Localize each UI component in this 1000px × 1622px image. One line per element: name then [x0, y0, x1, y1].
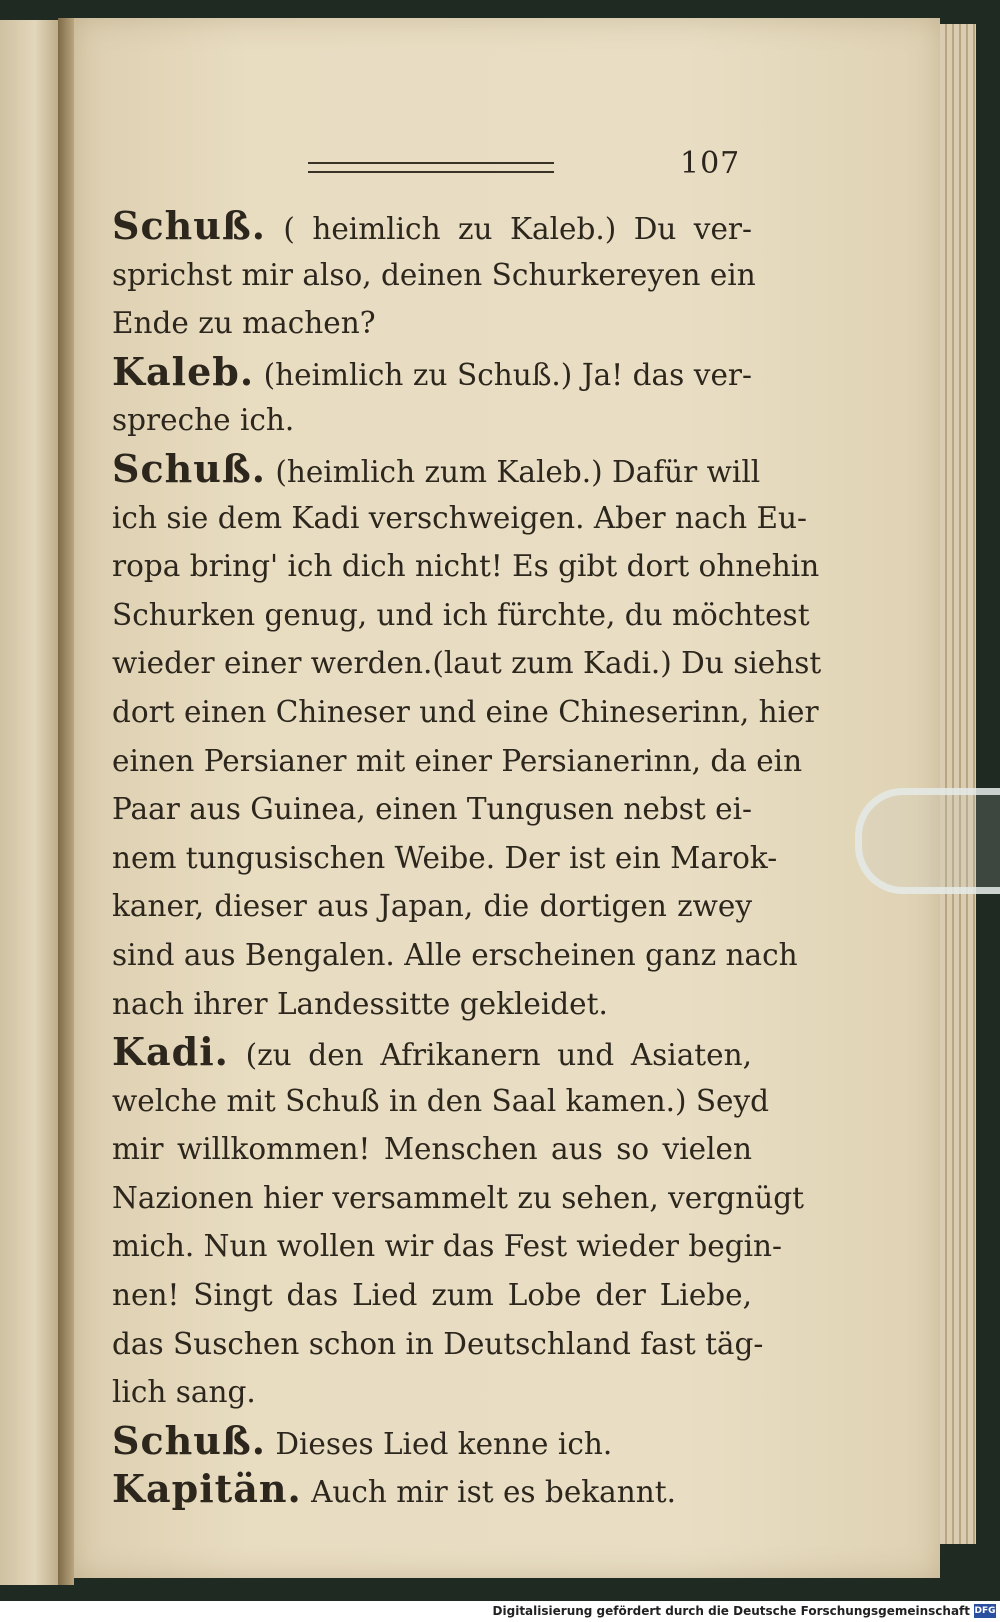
text-line [112, 1125, 752, 1174]
facing-page [0, 20, 60, 1585]
page-text [112, 202, 822, 1514]
text-line [112, 882, 752, 931]
line-text: nach ihrer Landessitte gekleidet. [112, 986, 608, 1021]
line-text: (heimlich zu Schuß.) Ja! das ver- [254, 357, 752, 392]
speaker-name: Kaleb. [112, 348, 255, 394]
text-line [112, 834, 778, 883]
line-text: wieder einer werden.(laut zum Kadi.) Du siehst [112, 646, 822, 681]
text-line [112, 591, 810, 640]
text-line [112, 785, 752, 834]
text-line [112, 1465, 752, 1514]
text-line [112, 299, 752, 348]
speaker-name: Kapitän. [112, 1466, 302, 1512]
text-line [112, 688, 819, 737]
speaker-name: Schuß. [112, 445, 266, 491]
text-line [112, 980, 752, 1029]
line-text: ich sie dem Kadi verschweigen. Aber nach Eu- [112, 500, 807, 535]
line-text: (heimlich zum Kaleb.) Dafür will [265, 454, 761, 489]
page-number: 107 [680, 146, 741, 181]
text-line [112, 931, 798, 980]
line-text: sprichst mir also, deinen Schurkereyen ein [112, 257, 756, 292]
text-line [112, 494, 807, 543]
line-text: sind aus Bengalen. Alle erscheinen ganz nach [112, 937, 798, 972]
text-line [112, 1028, 752, 1077]
speaker-name: Schuß. [112, 1417, 266, 1463]
header-rule [308, 162, 554, 173]
speaker-name: Schuß. [112, 203, 266, 248]
text-line [112, 1222, 783, 1271]
line-text: einen Persianer mit einer Persianerinn, da ein [112, 743, 803, 778]
line-text: das Suschen schon in Deutschland fast täg- [112, 1326, 764, 1361]
line-text: kaner, dieser aus Japan, die dortigen zwey [112, 889, 752, 924]
text-line [112, 396, 752, 445]
text-line [112, 1271, 752, 1320]
line-text: (zu den Afrikanern und Asiaten, [228, 1038, 752, 1073]
book-gutter [58, 18, 74, 1585]
line-text: mir willkommen! Menschen aus so vielen [112, 1132, 752, 1167]
line-text: Dieses Lied kenne ich. [265, 1426, 613, 1461]
line-text: Paar aus Guinea, einen Tungusen nebst ei- [112, 792, 752, 827]
line-text: Auch mir ist es bekannt. [301, 1475, 676, 1510]
text-line [112, 542, 820, 591]
line-text: Nazionen hier versammelt zu sehen, vergnügt [112, 1180, 804, 1215]
line-text: mich. Nun wollen wir das Fest wieder begin- [112, 1229, 783, 1264]
line-text: ropa bring' ich dich nicht! Es gibt dort ohnehin [112, 549, 820, 584]
page-clip [855, 788, 1000, 894]
line-text: spreche ich. [112, 403, 295, 438]
line-text: nem tungusischen Weibe. Der ist ein Marok- [112, 840, 778, 875]
line-text: Ende zu machen? [112, 306, 376, 341]
line-text: dort einen Chineser und eine Chineserinn, hier [112, 694, 819, 729]
speaker-name: Kadi. [112, 1029, 229, 1075]
text-line [112, 1320, 764, 1369]
line-text: lich sang. [112, 1375, 256, 1410]
line-text: Schurken genug, und ich fürchte, du möchtest [112, 597, 810, 632]
footer-credit: Digitalisierung gefördert durch die Deutsche Forschungsgemeinschaft [492, 1604, 970, 1618]
text-line [112, 737, 803, 786]
line-text: ( heimlich zu Kaleb.) Du ver- [265, 212, 752, 246]
text-line [112, 1368, 752, 1417]
text-line [112, 1174, 804, 1223]
text-line [112, 639, 822, 688]
text-line [112, 251, 756, 300]
line-text: nen! Singt das Lied zum Lobe der Liebe, [112, 1278, 752, 1313]
text-line [112, 202, 752, 251]
text-line [112, 445, 761, 494]
page-edges [940, 24, 976, 1544]
line-text: welche mit Schuß in den Saal kamen.) Seyd [112, 1083, 770, 1118]
dfg-logo: DFG [974, 1606, 996, 1616]
text-line [112, 1417, 752, 1466]
text-line [112, 348, 752, 397]
text-line [112, 1077, 770, 1126]
